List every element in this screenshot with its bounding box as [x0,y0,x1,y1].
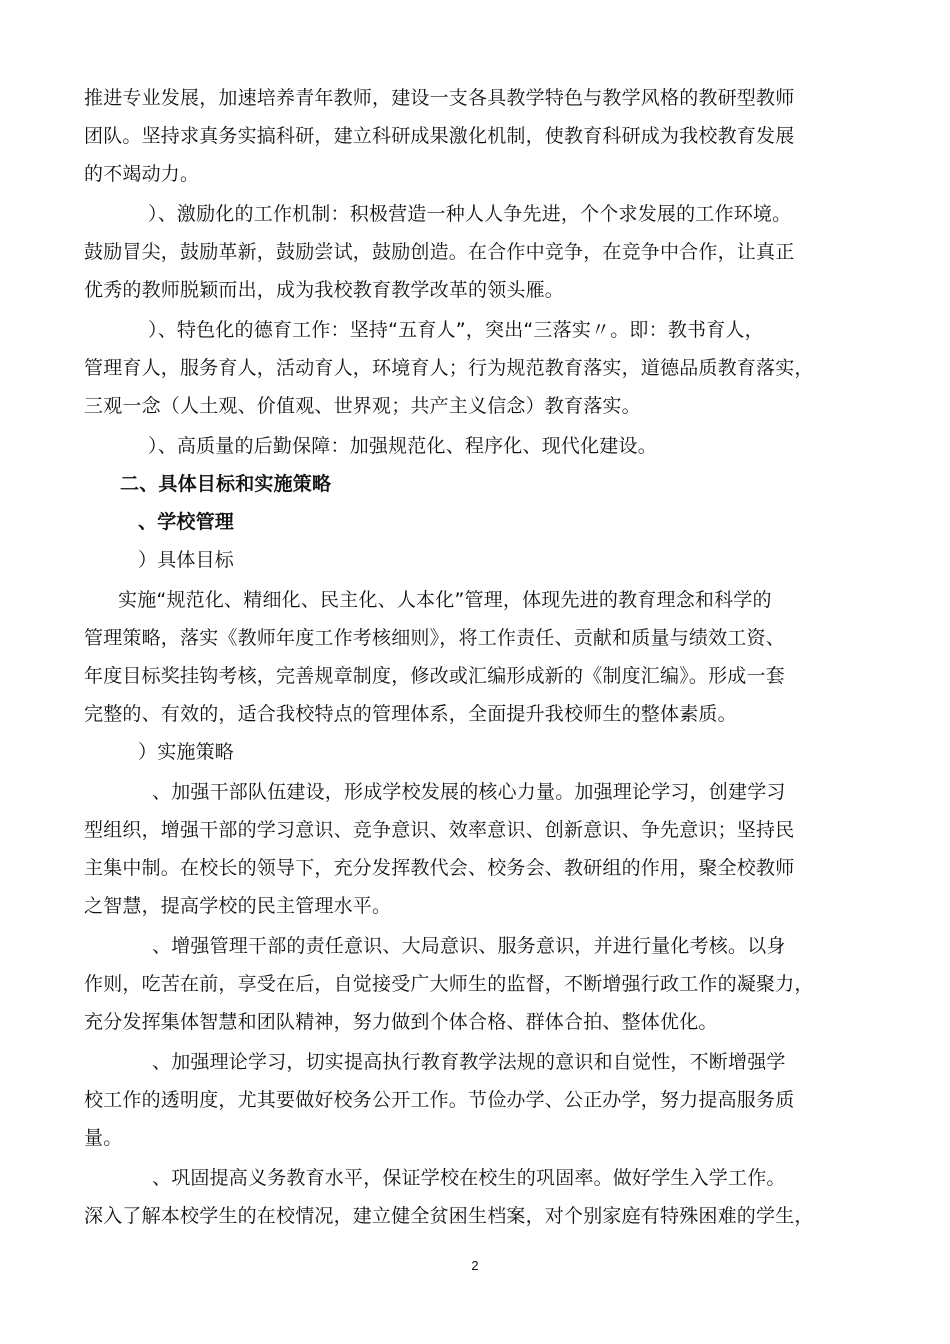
paragraph-line: 推进专业发展，加速培养青年教师，建设一支各具教学特色与教学风格的教研型教师 [84,87,795,109]
paragraph-line: 主集中制。在校长的领导下，充分发挥教代会、校务会、教研组的作用，聚全校教师 [84,857,795,879]
paragraph-line: 校工作的透明度，尤其要做好校务公开工作。节俭办学、公正办学，努力提高服务质 [84,1089,795,1111]
subsection-heading: ）实施策略 [138,741,235,763]
paragraph-line: 年度目标奖挂钩考核，完善规章制度，修改或汇编形成新的《制度汇编》。形成一套 [84,665,785,687]
paragraph-line: 鼓励冒尖，鼓励革新，鼓励尝试，鼓励创造。在合作中竞争，在竞争中合作，让真正 [84,241,795,263]
paragraph-line: 三观一念（人土观、价值观、世界观；共产主义信念）教育落实。 [84,395,641,417]
paragraph-line: 优秀的教师脱颖而出，成为我校教育教学改革的领头雁。 [84,279,565,301]
paragraph-line: 、增强管理干部的责任意识、大局意识、服务意识，并进行量化考核。以身 [152,935,786,957]
page-number: 2 [471,1258,479,1273]
paragraph-line: 、加强理论学习，切实提高执行教育教学法规的意识和自觉性，不断增强学 [152,1051,786,1073]
paragraph-line: 充分发挥集体智慧和团队精神，努力做到个体合格、群体合拍、整体优化。 [84,1011,718,1033]
paragraph-line: ）、特色化的德育工作：坚持“五育人”，突出“三落实〃。即：教书育人， [148,319,764,341]
paragraph-line: 团队。坚持求真务实搞科研，建立科研成果激化机制，使教育科研成为我校教育发展 [84,125,795,147]
paragraph-line: 管理育人，服务育人，活动育人，环境育人；行为规范教育落实，道德品质教育落实， [84,357,814,379]
paragraph-line: 型组织，增强干部的学习意识、竞争意识、效率意识、创新意识、争先意识；坚持民 [84,819,795,841]
paragraph-line: 完整的、有效的，适合我校特点的管理体系，全面提升我校师生的整体素质。 [84,703,737,725]
section-heading: 二、具体目标和实施策略 [120,473,332,495]
paragraph-line: ）、激励化的工作机制：积极营造一种人人争先进，个个求发展的工作环境。 [148,203,792,225]
subsection-heading: 、学校管理 [138,511,235,533]
paragraph-line: 的不竭动力。 [84,163,200,185]
paragraph-line: 量。 [84,1127,123,1149]
paragraph-line: 深入了解本校学生的在校情况，建立健全贫困生档案，对个别家庭有特殊困难的学生， [84,1205,814,1227]
subsection-heading: ）具体目标 [138,549,235,571]
paragraph-line: 作则，吃苦在前，享受在后，自觉接受广大师生的监督，不断增强行政工作的凝聚力， [84,973,814,995]
paragraph-line: 、巩固提高义务教育水平，保证学校在校生的巩固率。做好学生入学工作。 [152,1167,786,1189]
paragraph-line: 管理策略，落实《教师年度工作考核细则》，将工作责任、贡献和质量与绩效工资、 [84,627,785,649]
paragraph-line: 、加强干部队伍建设，形成学校发展的核心力量。加强理论学习，创建学习 [152,781,786,803]
paragraph-line: 之智慧，提高学校的民主管理水平。 [84,895,392,917]
paragraph-line: 实施“规范化、精细化、民主化、人本化”管理，体现先进的教育理念和科学的 [118,589,772,611]
paragraph-line: ）、高质量的后勤保障：加强规范化、程序化、现代化建设。 [148,435,657,457]
